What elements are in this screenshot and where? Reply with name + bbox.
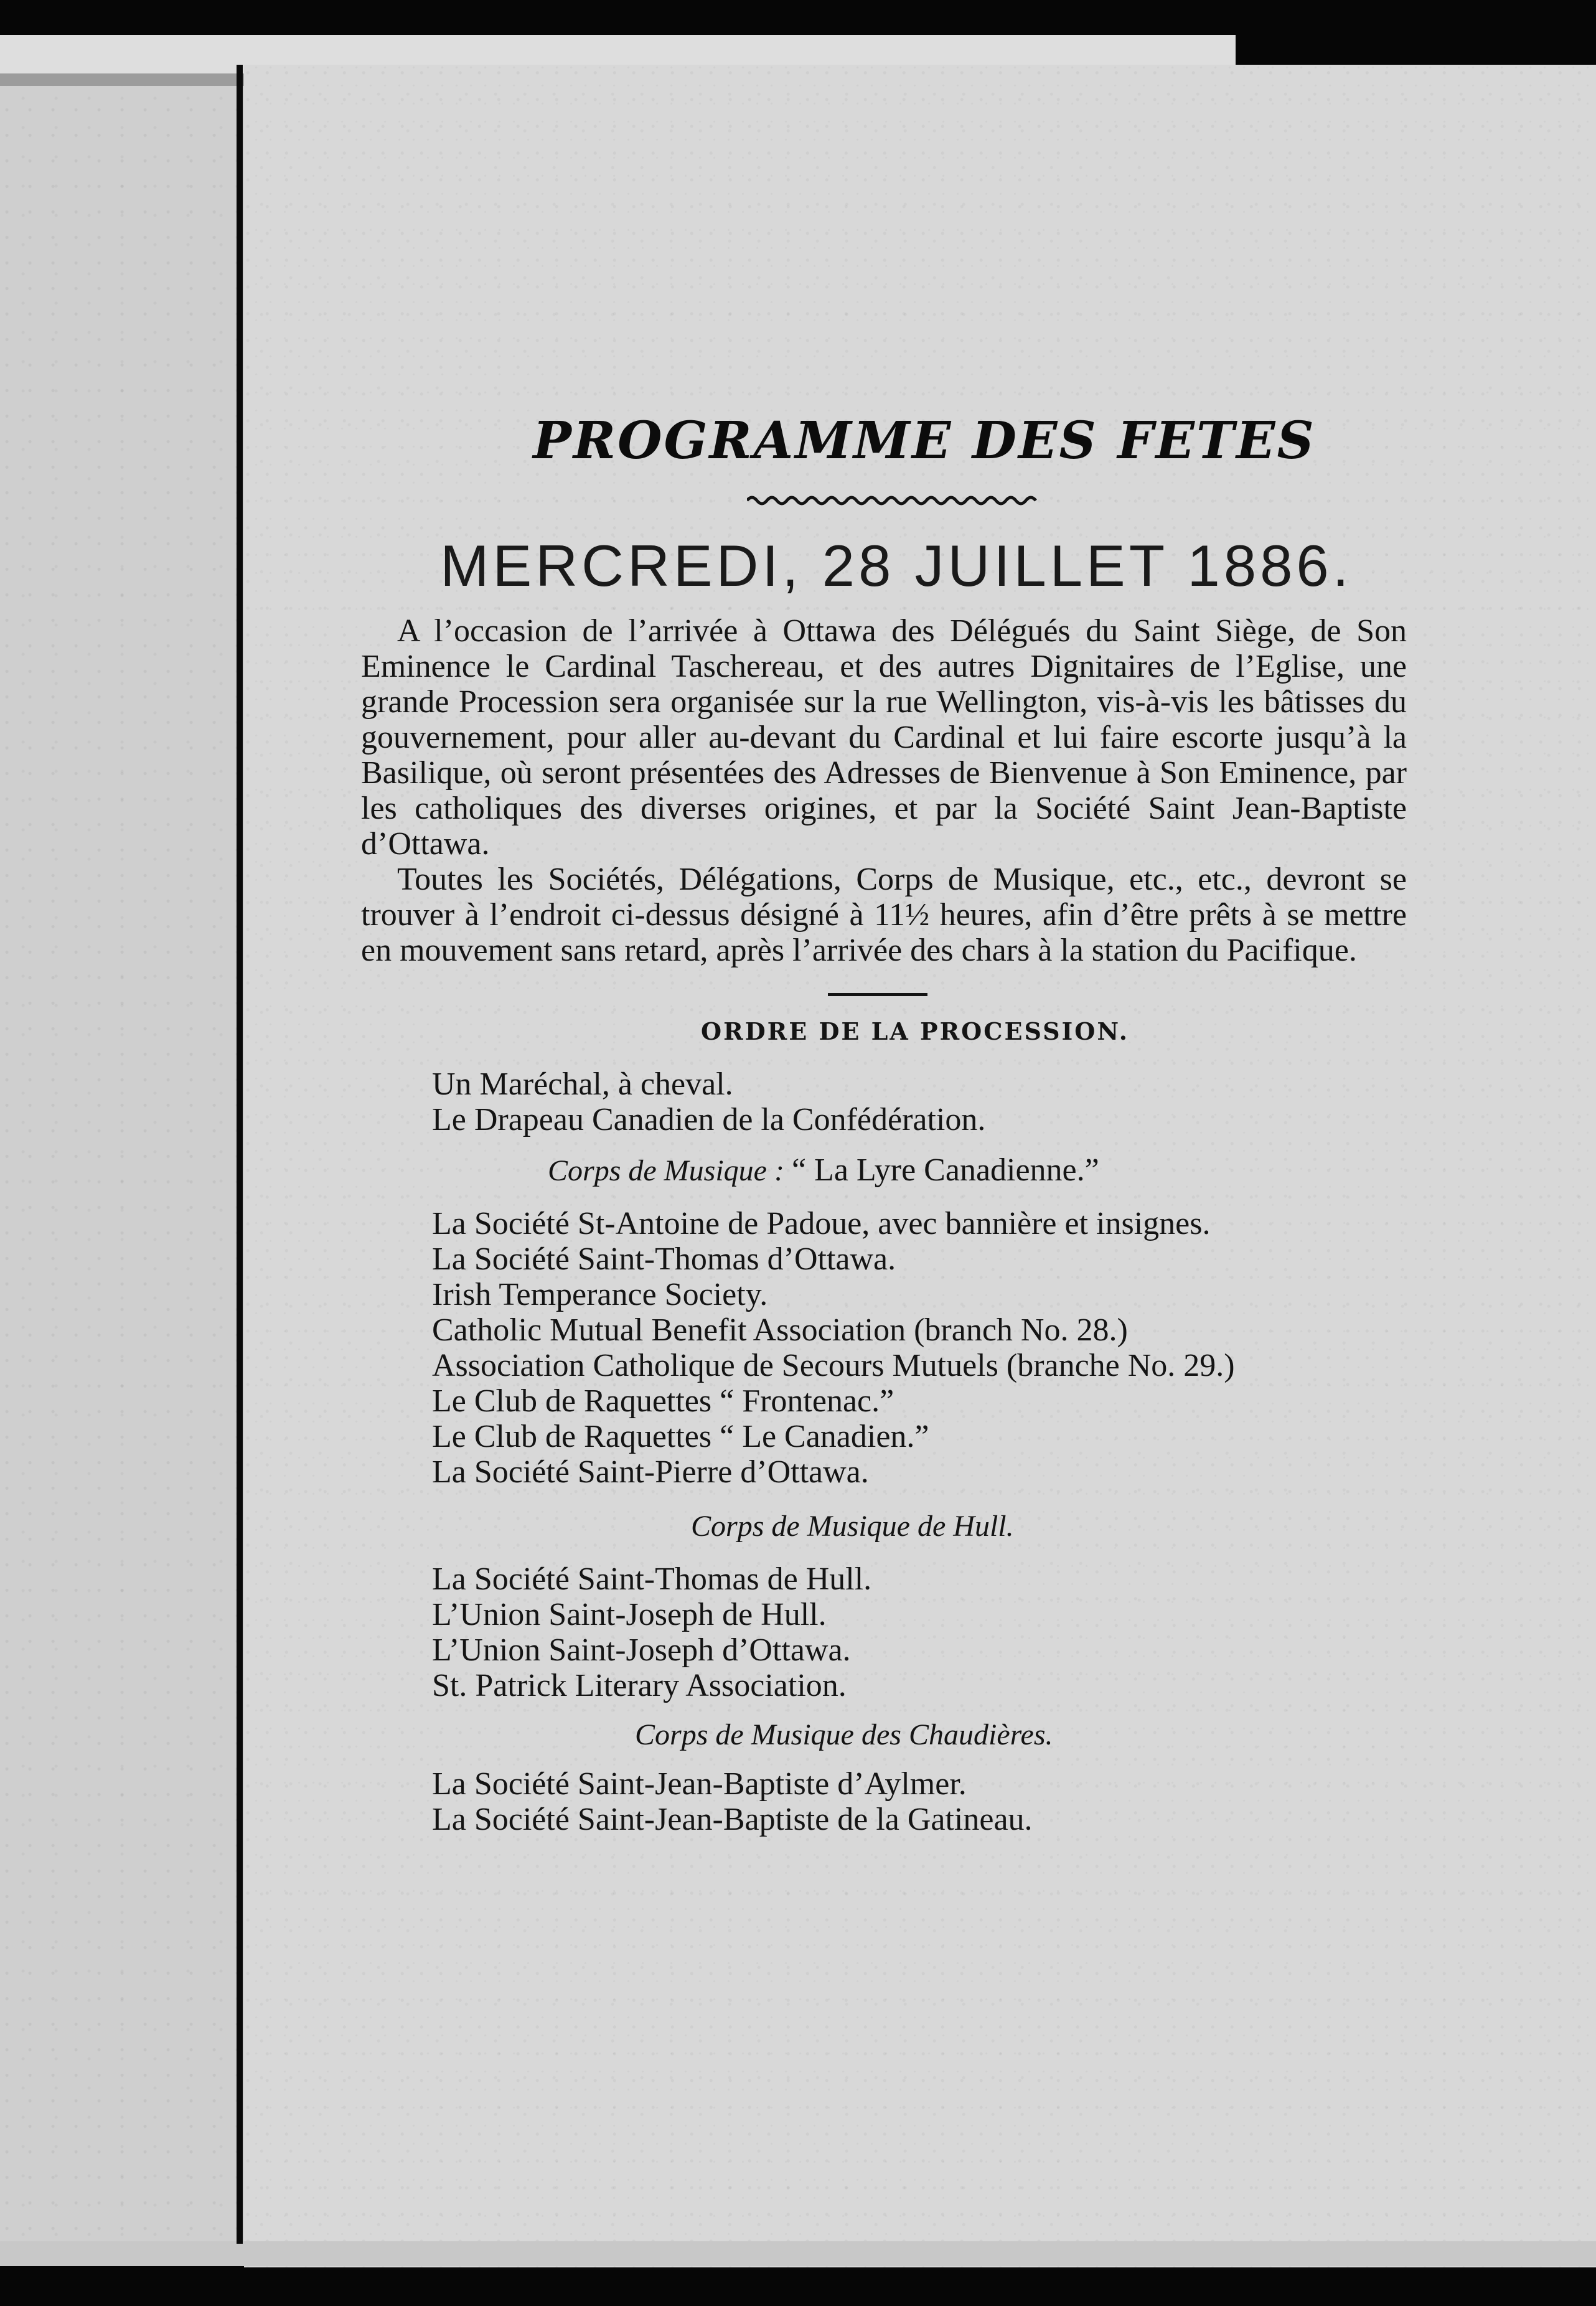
procession-group-3 (432, 1561, 1407, 1703)
section-divider (828, 993, 927, 996)
binding-edge (237, 65, 243, 2244)
procession-entry: Le Drapeau Canadien de la Confédération. (432, 1102, 986, 1137)
band-label: Corps de Musique : (548, 1154, 784, 1187)
procession-entry: Association Catholique de Secours Mutuels (branche No. 29.) (432, 1348, 1235, 1383)
instructions-paragraph: Toutes les Sociétés, Délégations, Corps de Musique, etc., etc., devront se trouver à l’endroit ci-dessus désigné à 11½ heures, afin d’être prêts à se mettre en mouvement sans retard, après l’arrivée des chars à la station du Pacifique. (361, 862, 1407, 968)
procession-entry: La Société Saint-Jean-Baptiste d’Aylmer. (432, 1766, 967, 1802)
band-entry-chaudieres: Corps de Musique des Chaudières. (635, 1718, 1053, 1751)
band-name: “ La Lyre Canadienne.” (791, 1152, 1099, 1188)
procession-entry: La Société St-Antoine de Padoue, avec bannière et insignes. (432, 1206, 1211, 1241)
procession-entry: St. Patrick Literary Association. (432, 1668, 847, 1703)
intro-paragraph: A l’occasion de l’arrivée à Ottawa des Délégués du Saint Siège, de Son Eminence le Cardinal Taschereau, et des autres Dignitaires de l’Eglise, une grande Procession sera organisée sur la rue Wellington, vis-à-vis les bâtisses du gouvernement, pour aller au-devant du Cardinal et lui faire escorte jusqu’à la Basilique, où seront présentées des Adresses de Bienvenue à Son Eminence, par les catholiques des diverses origines, et par la Société Saint Jean-Baptiste d’Ottawa. (361, 613, 1407, 862)
document-title: PROGRAMME DES FETES (533, 411, 1316, 471)
procession-entry: Le Club de Raquettes “ Le Canadien.” (432, 1419, 929, 1454)
procession-entry: Un Maréchal, à cheval. (432, 1066, 733, 1102)
procession-group-2 (432, 1206, 1407, 1490)
procession-entry: La Société Saint-Thomas de Hull. (432, 1561, 872, 1597)
band-entry-lyre (361, 1152, 1407, 1188)
wavy-rule-ornament (747, 494, 1040, 507)
band-entry-hull: Corps de Musique de Hull. (691, 1510, 1014, 1543)
procession-entry: Le Club de Raquettes “ Frontenac.” (432, 1383, 894, 1419)
procession-group-4 (432, 1766, 1407, 1837)
procession-entry: La Société Saint-Jean-Baptiste de la Gatineau. (432, 1802, 1033, 1837)
procession-entry: L’Union Saint-Joseph de Hull. (432, 1597, 827, 1632)
procession-entry: L’Union Saint-Joseph d’Ottawa. (432, 1632, 851, 1668)
procession-entry: Catholic Mutual Benefit Association (branch No. 28.) (432, 1312, 1128, 1348)
procession-entry: La Société Saint-Thomas d’Ottawa. (432, 1241, 896, 1277)
procession-entry: Irish Temperance Society. (432, 1277, 768, 1312)
bottom-paper-strip (0, 2241, 1596, 2266)
procession-heading: ORDRE DE LA PROCESSION. (701, 1017, 1129, 1045)
document-content (361, 411, 1407, 1837)
event-date: MERCREDI, 28 JUILLET 1886. (440, 533, 1353, 598)
procession-group-1 (432, 1066, 1407, 1137)
procession-entry: La Société Saint-Pierre d’Ottawa. (432, 1454, 869, 1490)
